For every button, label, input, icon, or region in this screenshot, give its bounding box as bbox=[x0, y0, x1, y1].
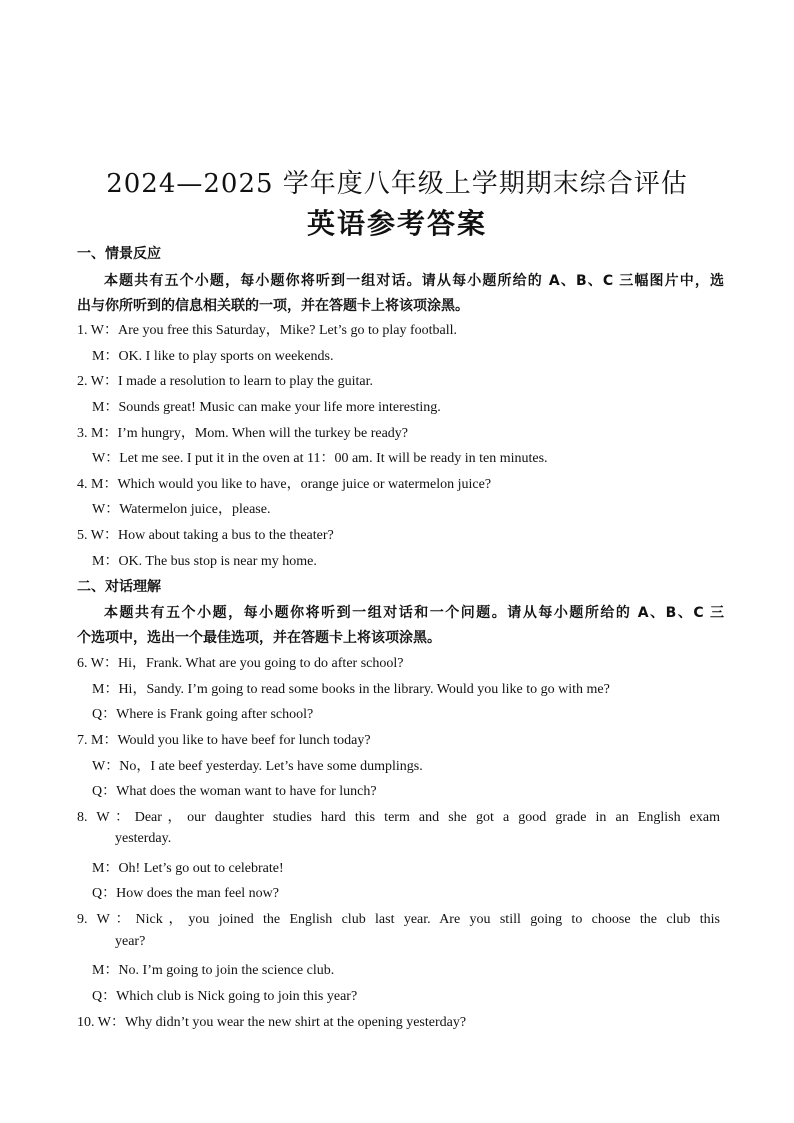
dialogue-line: 4. M：Which would you like to have，orange juice or watermelon juice? bbox=[77, 477, 492, 492]
dialogue-line: 9. W：Nick，you joined the English club last year. Are you still going to choose the club this bbox=[77, 912, 720, 927]
dialogue-line: Q：How does the man feel now? bbox=[92, 886, 280, 901]
dialogue-line: 1. W：Are you free this Saturday，Mike? Let’s go to play football. bbox=[77, 323, 457, 338]
dialogue-line: W：Watermelon juice，please. bbox=[92, 502, 271, 517]
dialogue-line: 7. M：Would you like to have beef for lunch today? bbox=[77, 733, 371, 748]
dialogue-line: M：OK. I like to play sports on weekends. bbox=[92, 349, 334, 364]
dialogue-line: 5. W：How about taking a bus to the theater? bbox=[77, 528, 334, 543]
dialogue-line: 3. M：I’m hungry，Mom. When will the turkey be ready? bbox=[77, 426, 409, 441]
dialogue-line: year? bbox=[115, 934, 146, 949]
dialogue-line: 2. W：I made a resolution to learn to play the guitar. bbox=[77, 374, 373, 389]
section-heading-2: 二、对话理解 bbox=[77, 579, 161, 595]
dialogue-line: M：Sounds great! Music can make your life more interesting. bbox=[92, 400, 441, 415]
section1-instruction-line2: 出与你所听到的信息相关联的一项，并在答题卡上将该项涂黑。 bbox=[77, 298, 469, 314]
dialogue-line: Q：What does the woman want to have for lunch? bbox=[92, 784, 377, 799]
dialogue-line: M：OK. The bus stop is near my home. bbox=[92, 554, 317, 569]
dialogue-line: 8. W：Dear，our daughter studies hard this term and she got a good grade in an English exam bbox=[77, 810, 720, 825]
dialogue-line: M：Oh! Let’s go out to celebrate! bbox=[92, 861, 284, 876]
dialogue-line: 10. W：Why didn’t you wear the new shirt at the opening yesterday? bbox=[77, 1015, 467, 1030]
dialogue-line: Q：Which club is Nick going to join this year? bbox=[92, 989, 358, 1004]
dialogue-line: W：Let me see. I put it in the oven at 11：00 am. It will be ready in ten minutes. bbox=[92, 451, 548, 466]
dialogue-line: M：Hi，Sandy. I’m going to read some books in the library. Would you like to go with me? bbox=[92, 682, 610, 697]
dialogue-line: yesterday. bbox=[115, 831, 172, 846]
section2-instruction-line1: 本题共有五个小题，每小题你将听到一组对话和一个问题。请从每小题所给的 A、B、C 三 bbox=[104, 605, 724, 621]
dialogue-line: 6. W：Hi，Frank. What are you going to do after school? bbox=[77, 656, 404, 671]
section2-instruction-line2: 个选项中，选出一个最佳选项，并在答题卡上将该项涂黑。 bbox=[77, 630, 441, 646]
section-heading-1: 一、情景反应 bbox=[77, 246, 161, 262]
section1-instruction-line1: 本题共有五个小题，每小题你将听到一组对话。请从每小题所给的 A、B、C 三幅图片中，选 bbox=[104, 273, 724, 289]
dialogue-line: Q：Where is Frank going after school? bbox=[92, 707, 314, 722]
dialogue-line: M：No. I’m going to join the science club. bbox=[92, 963, 335, 978]
document-subtitle: 英语参考答案 bbox=[306, 207, 487, 240]
document-title: 2024—2025 学年度八年级上学期期末综合评估 bbox=[106, 169, 688, 199]
dialogue-line: W：No，I ate beef yesterday. Let’s have some dumplings. bbox=[92, 759, 423, 774]
